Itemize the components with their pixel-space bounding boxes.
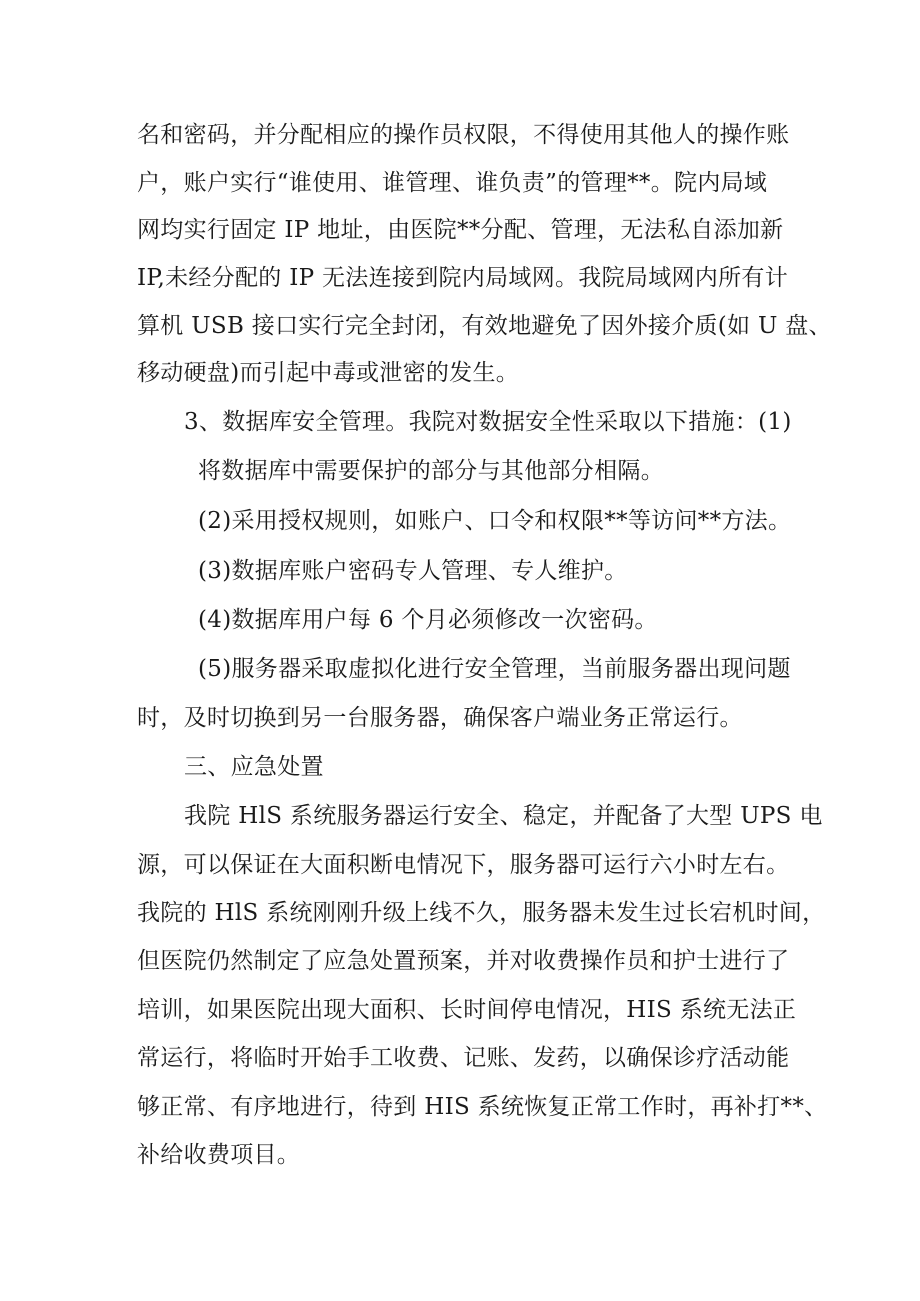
section-heading-emergency: 三、应急处置 (184, 754, 324, 780)
paragraph-line: 源，可以保证在大面积断电情况下，服务器可运行六小时左右。 (137, 852, 790, 878)
paragraph-line: 我院 HlS 系统服务器运行安全、稳定，并配备了大型 UPS 电 (184, 803, 823, 829)
list-item: (5)服务器采取虚拟化进行安全管理，当前服务器出现问题 (198, 656, 791, 682)
paragraph-line: 常运行，将临时开始手工收费、记账、发药，以确保诊疗活动能 (137, 1045, 790, 1071)
paragraph-line: IP,未经分配的 IP 无法连接到院内局域网。我院局域网内所有计 (137, 265, 788, 291)
paragraph-line: 户，账户实行“谁使用、谁管理、谁负责”的管理**。院内局域 (137, 170, 768, 196)
paragraph-line: 将数据库中需要保护的部分与其他部分相隔。 (198, 458, 664, 484)
paragraph-line: 名和密码，并分配相应的操作员权限，不得使用其他人的操作账 (137, 122, 790, 148)
list-item: (3)数据库账户密码专人管理、专人维护。 (198, 558, 628, 584)
paragraph-line: 但医院仍然制定了应急处置预案，并对收费操作员和护士进行了 (137, 948, 790, 974)
paragraph-line: 培训，如果医院出现大面积、长时间停电情况，HIS 系统无法正 (137, 997, 797, 1023)
section-heading-database: 3、数据库安全管理。我院对数据安全性采取以下措施：(1) (184, 409, 792, 435)
list-item: (4)数据库用户每 6 个月必须修改一次密码。 (198, 607, 658, 633)
paragraph-line: 够正常、有序地进行，待到 HIS 系统恢复正常工作时，再补打**、 (137, 1094, 828, 1120)
paragraph-line: 移动硬盘)而引起中毒或泄密的发生。 (137, 360, 520, 386)
paragraph-line: 我院的 HlS 系统刚刚升级上线不久，服务器未发生过长宕机时间， (137, 900, 826, 926)
list-item: (2)采用授权规则，如账户、口令和权限**等访问**方法。 (198, 508, 792, 534)
paragraph-line: 补给收费项目。 (137, 1142, 301, 1168)
paragraph-line: 算机 USB 接口实行完全封闭，有效地避免了因外接介质(如 U 盘、 (137, 313, 832, 339)
paragraph-line: 时，及时切换到另一台服务器，确保客户端业务正常运行。 (137, 705, 743, 731)
paragraph-line: 网均实行固定 IP 地址，由医院**分配、管理，无法私自添加新 (137, 217, 784, 243)
